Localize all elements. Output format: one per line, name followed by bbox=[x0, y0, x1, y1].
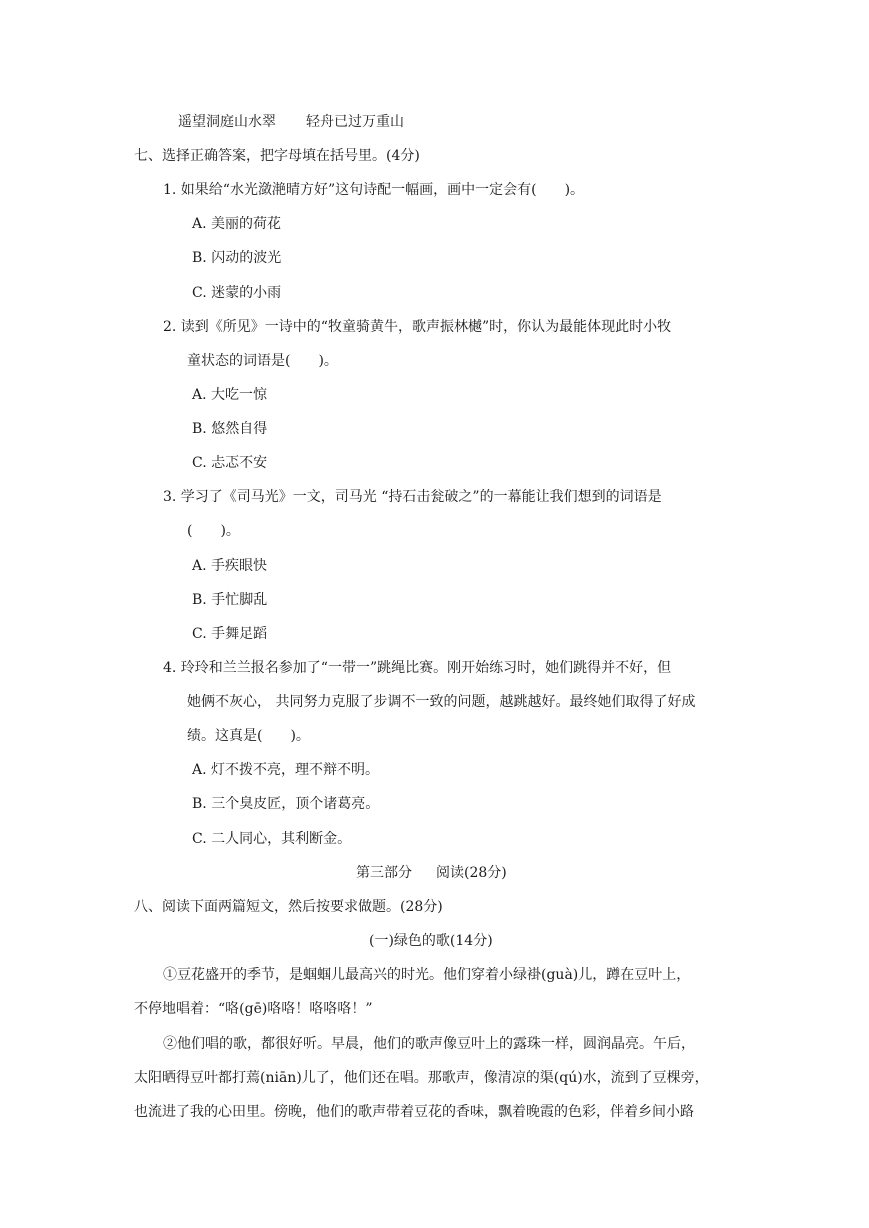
q3-stem-line1: 3. 学习了《司马光》一文，司马光 “持石击瓮破之”的一幕能让我们想到的词语是 bbox=[163, 489, 662, 505]
q4-option-b: B. 三个臭皮匠，顶个诸葛亮。 bbox=[192, 796, 380, 812]
part3-label: 第三部分 bbox=[356, 865, 412, 881]
paragraph2-line1: ②他们唱的歌，都很好听。早晨，他们的歌声像豆叶上的露珠一样，圆润晶亮。午后， bbox=[163, 1036, 695, 1052]
q1-option-b: B. 闪动的波光 bbox=[192, 250, 282, 266]
q3-option-c: C. 手舞足蹈 bbox=[192, 626, 268, 642]
q3-stem-line2: ( )。 bbox=[187, 523, 240, 539]
q2-option-a: A. 大吃一惊 bbox=[192, 387, 268, 403]
part3-title bbox=[356, 863, 507, 883]
q2-option-b: B. 悠然自得 bbox=[192, 421, 268, 437]
paragraph1-line2: 不停地唱着：“咯(gē)咯咯！咯咯咯！” bbox=[134, 1001, 373, 1017]
q4-stem-line2: 她俩不灰心， 共同努力克服了步调不一致的问题，越跳越好。最终她们取得了好成 bbox=[187, 694, 696, 710]
q1-option-a: A. 美丽的荷花 bbox=[192, 216, 282, 232]
q2-stem-line1: 2. 读到《所见》一诗中的“牧童骑黄牛，歌声振林樾”时，你认为最能体现此时小牧 bbox=[163, 319, 672, 335]
passage-title: (一)绿色的歌(14分) bbox=[369, 933, 493, 949]
q4-option-c: C. 二人同心，其利断金。 bbox=[192, 831, 352, 847]
q3-option-a: A. 手疾眼快 bbox=[192, 558, 268, 574]
section8-heading: 八、阅读下面两篇短文，然后按要求做题。(28分) bbox=[134, 899, 443, 915]
poem-line-right: 轻舟已过万重山 bbox=[306, 114, 404, 130]
paragraph2-line2: 太阳晒得豆叶都打蔫(niān)儿了，他们还在唱。那歌声，像清凉的渠(qú)水，流到了豆棵旁， bbox=[134, 1070, 709, 1086]
q3-option-b: B. 手忙脚乱 bbox=[192, 592, 268, 608]
q2-stem-line2: 童状态的词语是( )。 bbox=[187, 353, 338, 369]
poem-line bbox=[178, 112, 404, 132]
part3-name: 阅读(28分) bbox=[436, 865, 507, 881]
q2-option-c: C. 忐忑不安 bbox=[192, 455, 268, 471]
q4-option-a: A. 灯不拨不亮，理不辩不明。 bbox=[192, 762, 380, 778]
section7-heading: 七、选择正确答案，把字母填在括号里。(4分) bbox=[134, 148, 420, 164]
paragraph2-line3: 也流进了我的心田里。傍晚，他们的歌声带着豆花的香味，飘着晚霞的色彩，伴着乡间小路 bbox=[134, 1104, 694, 1120]
q1-option-c: C. 迷蒙的小雨 bbox=[192, 285, 282, 301]
q1-stem: 1. 如果给“水光潋滟晴方好”这句诗配一幅画，画中一定会有( )。 bbox=[163, 182, 585, 198]
paragraph1-line1: ①豆花盛开的季节，是蝈蝈儿最高兴的时光。他们穿着小绿褂(guà)儿，蹲在豆叶上， bbox=[163, 967, 691, 983]
q4-stem-line3: 绩。这真是( )。 bbox=[187, 728, 310, 744]
poem-line-left: 遥望洞庭山水翠 bbox=[178, 114, 276, 130]
q4-stem-line1: 4. 玲玲和兰兰报名参加了“一带一”跳绳比赛。刚开始练习时，她们跳得并不好，但 bbox=[163, 660, 672, 676]
